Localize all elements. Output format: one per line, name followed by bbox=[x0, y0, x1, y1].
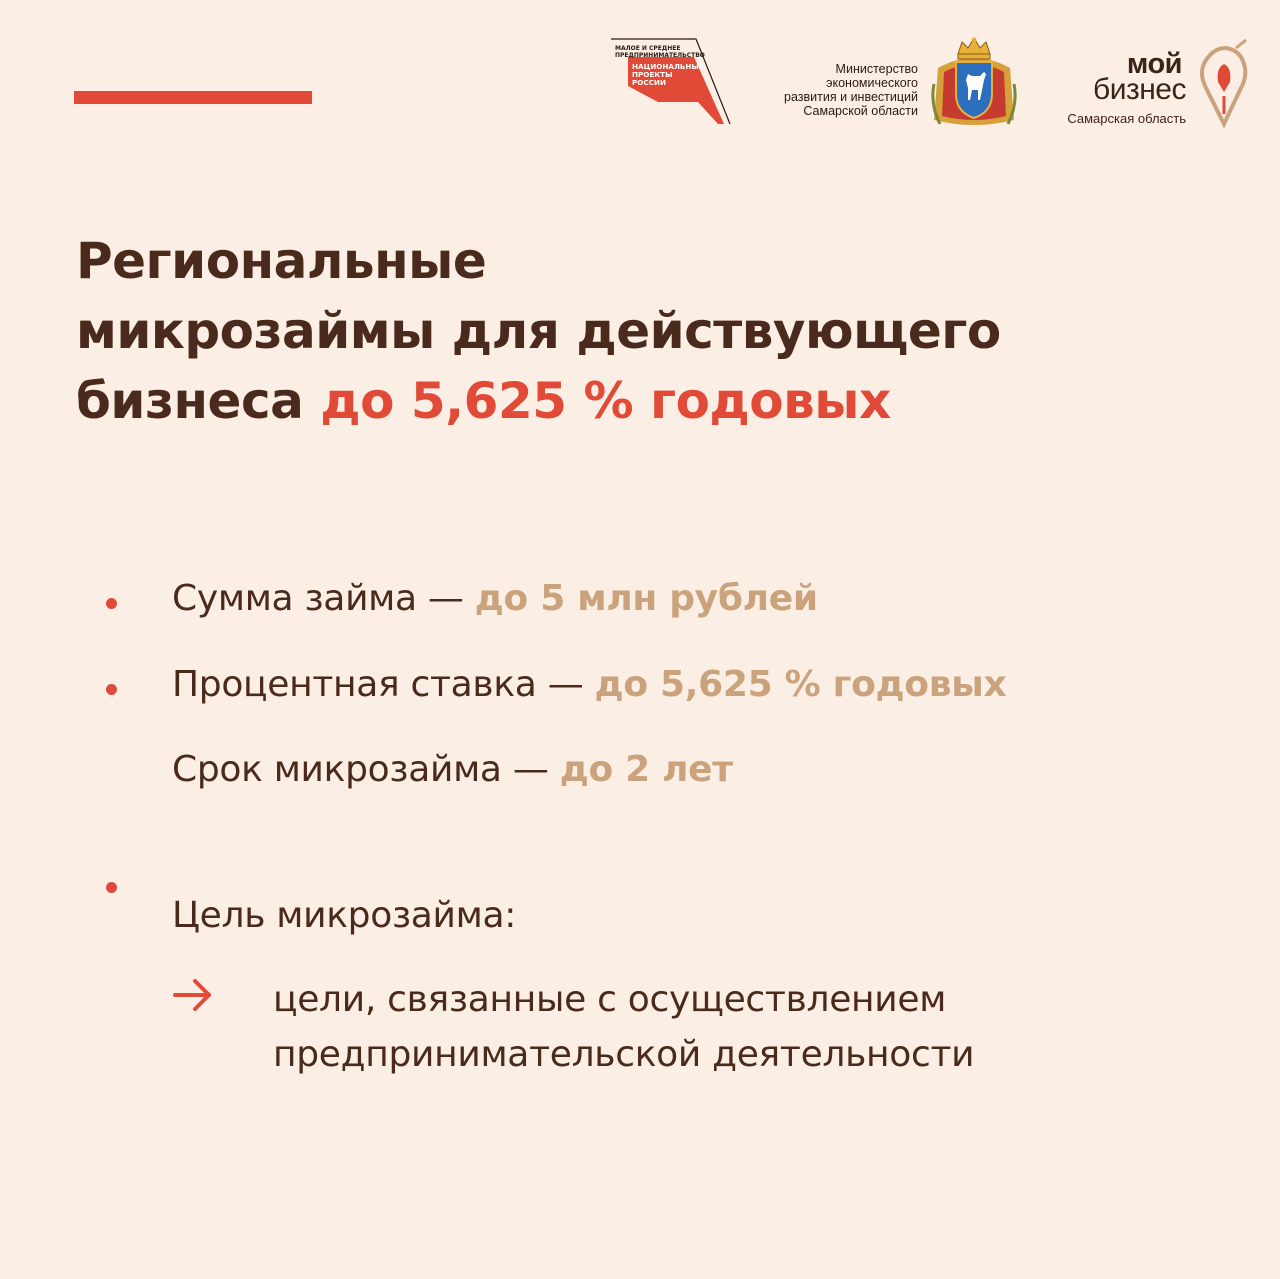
interest-rate-label: Процентная ставка — bbox=[172, 664, 595, 705]
goal-text-line-1: цели, связанные с осуществлением bbox=[273, 979, 947, 1020]
ministry-name: Министерство экономического развития и инвестиций Самарской области bbox=[784, 62, 918, 118]
loan-term-label: Срок микрозайма — bbox=[172, 749, 560, 790]
bullet-icon bbox=[106, 598, 117, 609]
loan-term-item bbox=[172, 747, 733, 793]
page-title bbox=[76, 226, 1196, 436]
loan-amount-label: Сумма займа — bbox=[172, 578, 475, 619]
rocket-pin-icon bbox=[1196, 38, 1252, 128]
title-line-3 bbox=[76, 366, 1196, 436]
interest-rate-value: до 5,625 % годовых bbox=[594, 664, 1007, 705]
title-highlight: до 5,625 % годовых bbox=[320, 372, 891, 430]
bullet-icon bbox=[106, 882, 117, 893]
goal-text-line-2: предпринимательской деятельности bbox=[273, 1034, 975, 1075]
title-line-3-plain: бизнеса bbox=[76, 372, 321, 430]
national-projects-main-text: НАЦИОНАЛЬНЫЕ ПРОЕКТЫ РОССИИ bbox=[632, 62, 704, 88]
moy-biznes-word1: мой bbox=[1126, 48, 1182, 80]
national-projects-small-text: МАЛОЕ И СРЕДНЕЕ ПРЕДПРИНИМАТЕЛЬСТВО bbox=[615, 45, 705, 59]
loan-term-value: до 2 лет bbox=[559, 749, 733, 790]
bullet-icon bbox=[106, 684, 117, 695]
accent-bar bbox=[74, 91, 312, 104]
goal-description bbox=[273, 972, 974, 1082]
moy-biznes-logo bbox=[1052, 38, 1252, 134]
loan-amount-value: до 5 млн рублей bbox=[474, 578, 818, 619]
loan-amount-item bbox=[172, 576, 818, 622]
interest-rate-item bbox=[172, 662, 1006, 708]
moy-biznes-region: Самарская область bbox=[1067, 111, 1186, 126]
national-projects-logo bbox=[610, 38, 734, 128]
title-line-2: микрозаймы для действующего bbox=[76, 302, 1001, 360]
goal-label: Цель микрозайма: bbox=[172, 895, 517, 936]
title-line-1: Региональные bbox=[76, 232, 487, 290]
right-arrow-icon bbox=[173, 975, 213, 1015]
moy-biznes-word2: бизнес bbox=[1093, 73, 1186, 106]
samara-coat-of-arms-icon bbox=[928, 34, 1020, 130]
